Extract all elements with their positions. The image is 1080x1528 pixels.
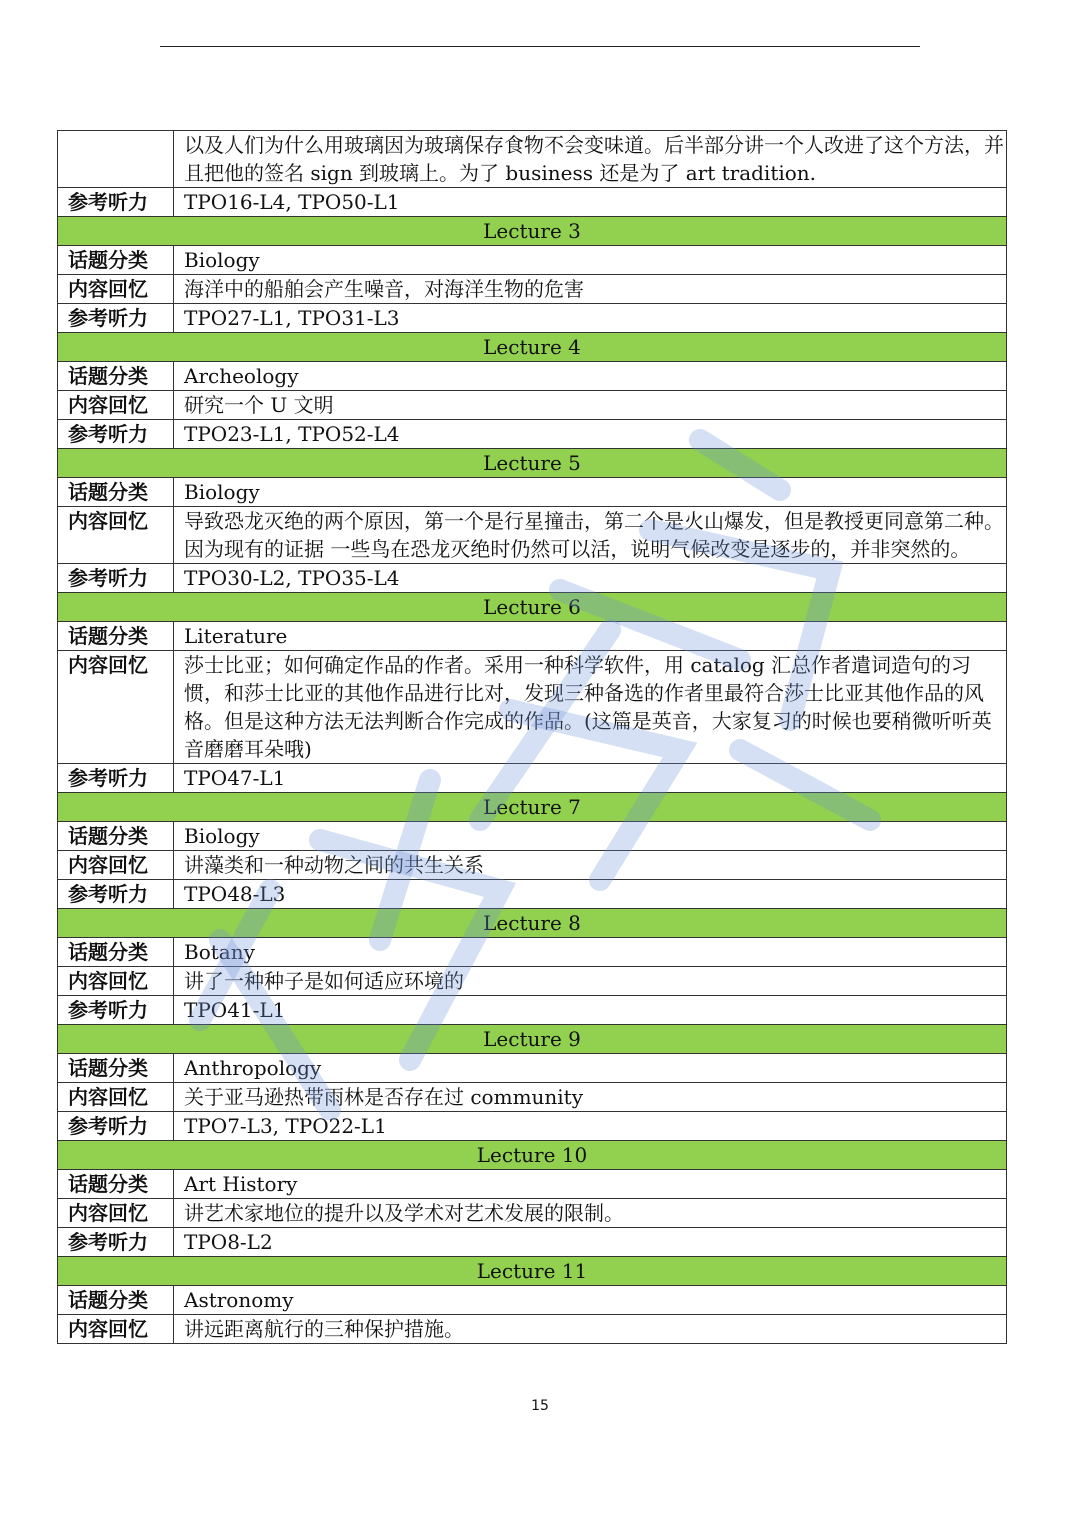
content-value: 讲了一种种子是如何适应环境的 xyxy=(174,967,1007,996)
row-label: 话题分类 xyxy=(58,478,174,507)
lecture-title: Lecture 9 xyxy=(58,1025,1007,1054)
table-row xyxy=(58,131,1007,188)
content-value: 海洋中的船舶会产生噪音，对海洋生物的危害 xyxy=(174,275,1007,304)
row-label: 参考听力 xyxy=(58,304,174,333)
lecture-title: Lecture 3 xyxy=(58,217,1007,246)
content-value: 讲远距离航行的三种保护措施。 xyxy=(174,1315,1007,1344)
section-header xyxy=(58,449,1007,478)
table-row xyxy=(58,478,1007,507)
lecture-title: Lecture 7 xyxy=(58,793,1007,822)
content-value: 莎士比亚；如何确定作品的作者。采用一种科学软件，用 catalog 汇总作者遣词造句的习惯，和莎士比亚的其他作品进行比对，发现三种备选的作者里最符合莎士比亚其他作品的风格。但是这种方法无法判断合作完成的作品。(这篇是英音，大家复习的时候也要稍微听听英音磨磨耳朵哦) xyxy=(174,651,1007,764)
reference-value: TPO16-L4, TPO50-L1 xyxy=(174,188,1007,217)
table-row xyxy=(58,275,1007,304)
row-label: 内容回忆 xyxy=(58,1199,174,1228)
row-label: 内容回忆 xyxy=(58,851,174,880)
page-number: 15 xyxy=(531,1398,549,1414)
row-label: 内容回忆 xyxy=(58,275,174,304)
row-label xyxy=(58,131,174,188)
row-label: 参考听力 xyxy=(58,188,174,217)
row-label: 内容回忆 xyxy=(58,507,174,564)
row-label: 话题分类 xyxy=(58,1170,174,1199)
section-header xyxy=(58,1141,1007,1170)
reference-value: TPO8-L2 xyxy=(174,1228,1007,1257)
section-header xyxy=(58,333,1007,362)
table-row xyxy=(58,1054,1007,1083)
lecture-table xyxy=(57,130,1007,1344)
content-value: 关于亚马逊热带雨林是否存在过 community xyxy=(174,1083,1007,1112)
reference-value: TPO41-L1 xyxy=(174,996,1007,1025)
table-row xyxy=(58,1199,1007,1228)
table-row xyxy=(58,622,1007,651)
topic-value: Astronomy xyxy=(174,1286,1007,1315)
table-row xyxy=(58,880,1007,909)
topic-value: Botany xyxy=(174,938,1007,967)
table-row xyxy=(58,651,1007,764)
table-row xyxy=(58,996,1007,1025)
table-row xyxy=(58,1315,1007,1344)
topic-value: Art History xyxy=(174,1170,1007,1199)
row-label: 话题分类 xyxy=(58,822,174,851)
section-header xyxy=(58,793,1007,822)
row-label: 参考听力 xyxy=(58,564,174,593)
content-value: 以及人们为什么用玻璃因为玻璃保存食物不会变味道。后半部分讲一个人改进了这个方法，并且把他的签名 sign 到玻璃上。为了 business 还是为了 art tradition. xyxy=(174,131,1007,188)
row-label: 话题分类 xyxy=(58,246,174,275)
lecture-title: Lecture 5 xyxy=(58,449,1007,478)
table-row xyxy=(58,246,1007,275)
table-row xyxy=(58,362,1007,391)
header-rule xyxy=(160,46,920,47)
lecture-title: Lecture 8 xyxy=(58,909,1007,938)
table-row xyxy=(58,1228,1007,1257)
reference-value: TPO23-L1, TPO52-L4 xyxy=(174,420,1007,449)
content-value: 讲艺术家地位的提升以及学术对艺术发展的限制。 xyxy=(174,1199,1007,1228)
row-label: 话题分类 xyxy=(58,1054,174,1083)
table-row xyxy=(58,507,1007,564)
table-row xyxy=(58,420,1007,449)
section-header xyxy=(58,593,1007,622)
content-value: 导致恐龙灭绝的两个原因，第一个是行星撞击，第二个是火山爆发，但是教授更同意第二种。因为现有的证据 一些鸟在恐龙灭绝时仍然可以活，说明气候改变是逐步的，并非突然的。 xyxy=(174,507,1007,564)
row-label: 内容回忆 xyxy=(58,391,174,420)
table-row xyxy=(58,1083,1007,1112)
table-row xyxy=(58,304,1007,333)
reference-value: TPO7-L3, TPO22-L1 xyxy=(174,1112,1007,1141)
lecture-title: Lecture 11 xyxy=(58,1257,1007,1286)
row-label: 参考听力 xyxy=(58,1228,174,1257)
row-label: 话题分类 xyxy=(58,622,174,651)
topic-value: Biology xyxy=(174,246,1007,275)
row-label: 内容回忆 xyxy=(58,967,174,996)
lecture-title: Lecture 10 xyxy=(58,1141,1007,1170)
lecture-title: Lecture 4 xyxy=(58,333,1007,362)
topic-value: Literature xyxy=(174,622,1007,651)
table-row xyxy=(58,564,1007,593)
table-row xyxy=(58,1112,1007,1141)
row-label: 内容回忆 xyxy=(58,1315,174,1344)
table-row xyxy=(58,938,1007,967)
table-row xyxy=(58,188,1007,217)
table-row xyxy=(58,1286,1007,1315)
section-header xyxy=(58,1025,1007,1054)
content-value: 讲藻类和一种动物之间的共生关系 xyxy=(174,851,1007,880)
section-header xyxy=(58,217,1007,246)
reference-value: TPO27-L1, TPO31-L3 xyxy=(174,304,1007,333)
row-label: 参考听力 xyxy=(58,1112,174,1141)
table-row xyxy=(58,764,1007,793)
table-row xyxy=(58,1170,1007,1199)
row-label: 参考听力 xyxy=(58,764,174,793)
reference-value: TPO30-L2, TPO35-L4 xyxy=(174,564,1007,593)
row-label: 内容回忆 xyxy=(58,651,174,764)
table-row xyxy=(58,967,1007,996)
reference-value: TPO48-L3 xyxy=(174,880,1007,909)
section-header xyxy=(58,909,1007,938)
table-row xyxy=(58,851,1007,880)
row-label: 话题分类 xyxy=(58,362,174,391)
row-label: 内容回忆 xyxy=(58,1083,174,1112)
content-value: 研究一个 U 文明 xyxy=(174,391,1007,420)
row-label: 参考听力 xyxy=(58,880,174,909)
reference-value: TPO47-L1 xyxy=(174,764,1007,793)
section-header xyxy=(58,1257,1007,1286)
row-label: 话题分类 xyxy=(58,1286,174,1315)
row-label: 话题分类 xyxy=(58,938,174,967)
topic-value: Biology xyxy=(174,822,1007,851)
lecture-title: Lecture 6 xyxy=(58,593,1007,622)
row-label: 参考听力 xyxy=(58,996,174,1025)
row-label: 参考听力 xyxy=(58,420,174,449)
topic-value: Biology xyxy=(174,478,1007,507)
table-row xyxy=(58,391,1007,420)
topic-value: Archeology xyxy=(174,362,1007,391)
table-row xyxy=(58,822,1007,851)
topic-value: Anthropology xyxy=(174,1054,1007,1083)
